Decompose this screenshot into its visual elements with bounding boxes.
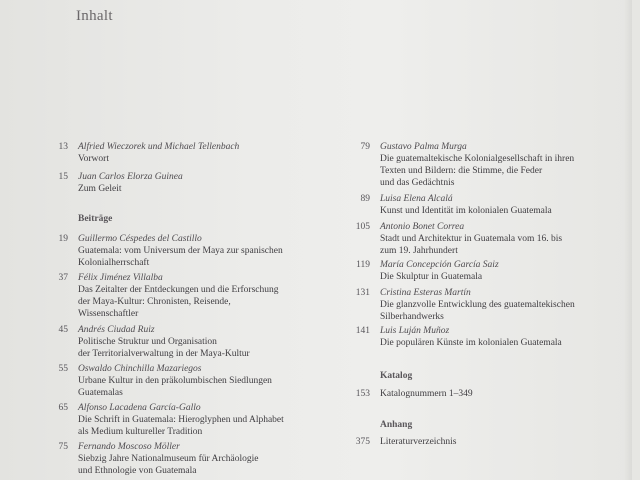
entry-title-line: Vorwort xyxy=(78,154,109,164)
page-number: 79 xyxy=(360,142,370,152)
section-heading-anhang: Anhang xyxy=(380,420,413,430)
entry-author: Antonio Bonet Correa xyxy=(380,222,465,232)
entry-title-line: Stadt und Architektur in Guatemala vom 16. bis xyxy=(380,234,563,244)
entry-title-line: Silberhandwerks xyxy=(380,312,444,322)
entry-author: Luisa Elena Alcalá xyxy=(380,194,453,204)
entry-title-line: als Medium kultureller Tradition xyxy=(78,427,203,437)
entry-title-line: der Territorialverwaltung in der Maya-Kultur xyxy=(78,349,250,359)
page-title: Inhalt xyxy=(76,8,113,24)
section-heading-beitraege: Beiträge xyxy=(78,214,113,224)
entry-author: Andrés Ciudad Ruiz xyxy=(78,325,155,335)
page-number: 37 xyxy=(58,273,68,283)
entry-author: Cristina Esteras Martín xyxy=(380,288,471,298)
entry-title-line: und das Gedächtnis xyxy=(380,178,455,188)
page-number: 75 xyxy=(58,442,68,452)
page-number: 45 xyxy=(58,325,68,335)
entry-author: Alfried Wieczorek und Michael Tellenbach xyxy=(78,142,240,152)
page-number: 105 xyxy=(355,222,370,232)
entry-title-line: Literaturverzeichnis xyxy=(380,437,457,447)
section-heading-katalog: Katalog xyxy=(380,371,413,381)
page-number: 141 xyxy=(355,326,370,336)
entry-title-line: Kunst und Identität im kolonialen Guatemala xyxy=(380,206,552,216)
entry-title-line: zum 19. Jahrhundert xyxy=(380,246,458,256)
page-number: 55 xyxy=(58,364,68,374)
entry-title-line: der Maya-Kultur: Chronisten, Reisende, xyxy=(78,297,231,307)
entry-title-line: Guatemalas xyxy=(78,388,123,398)
entry-title-line: Die Skulptur in Guatemala xyxy=(380,272,483,282)
entry-title-line: Wissenschaftler xyxy=(78,309,139,319)
entry-title-line: Politische Struktur und Organisation xyxy=(78,337,217,347)
entry-author: Oswaldo Chinchilla Mazariegos xyxy=(78,364,202,374)
page-number: 89 xyxy=(360,194,370,204)
entry-author: Félix Jiménez Villalba xyxy=(78,273,163,283)
page-number: 19 xyxy=(58,234,68,244)
page-number: 119 xyxy=(356,260,370,270)
entry-author: Luis Luján Muñoz xyxy=(380,326,450,336)
page-number: 153 xyxy=(355,389,370,399)
page-number: 13 xyxy=(58,142,68,152)
entry-author: Alfonso Lacadena García-Gallo xyxy=(78,403,201,413)
entry-title-line: Zum Geleit xyxy=(78,184,122,194)
entry-title-line: Guatemala: vom Universum der Maya zur spanischen xyxy=(78,246,283,256)
entry-title-line: Urbane Kultur in den präkolumbischen Siedlungen xyxy=(78,376,272,386)
entry-author: Fernando Moscoso Möller xyxy=(78,442,180,452)
entry-title-line: Texten und Bildern: die Stimme, die Feder xyxy=(380,166,543,176)
entry-title-line: Die populären Künste im kolonialen Guatemala xyxy=(380,338,562,348)
entry-author: Juan Carlos Elorza Guinea xyxy=(78,172,183,182)
entry-author: Guillermo Céspedes del Castillo xyxy=(78,234,202,244)
entry-title-line: Die guatemaltekische Kolonialgesellschaft in ihren xyxy=(380,154,575,164)
entry-author: María Concepción García Saiz xyxy=(380,260,499,270)
page-number: 65 xyxy=(58,403,68,413)
entry-title-line: Siebzig Jahre Nationalmuseum für Archäologie xyxy=(78,454,259,464)
entry-title-line: Die glanzvolle Entwicklung des guatemaltekischen xyxy=(380,300,575,310)
page-number: 15 xyxy=(58,172,68,182)
entry-title-line: Kolonialherrschaft xyxy=(78,258,150,268)
entry-title-line: Das Zeitalter der Entdeckungen und die Erforschung xyxy=(78,285,279,295)
entry-title-line: und Ethnologie von Guatemala xyxy=(78,466,197,476)
page-number: 131 xyxy=(355,288,370,298)
entry-author: Gustavo Palma Murga xyxy=(380,142,467,152)
entry-title-line: Die Schrift in Guatemala: Hieroglyphen und Alphabet xyxy=(78,415,284,425)
page-number: 375 xyxy=(355,437,370,447)
entry-title-line: Katalognummern 1–349 xyxy=(380,389,473,399)
